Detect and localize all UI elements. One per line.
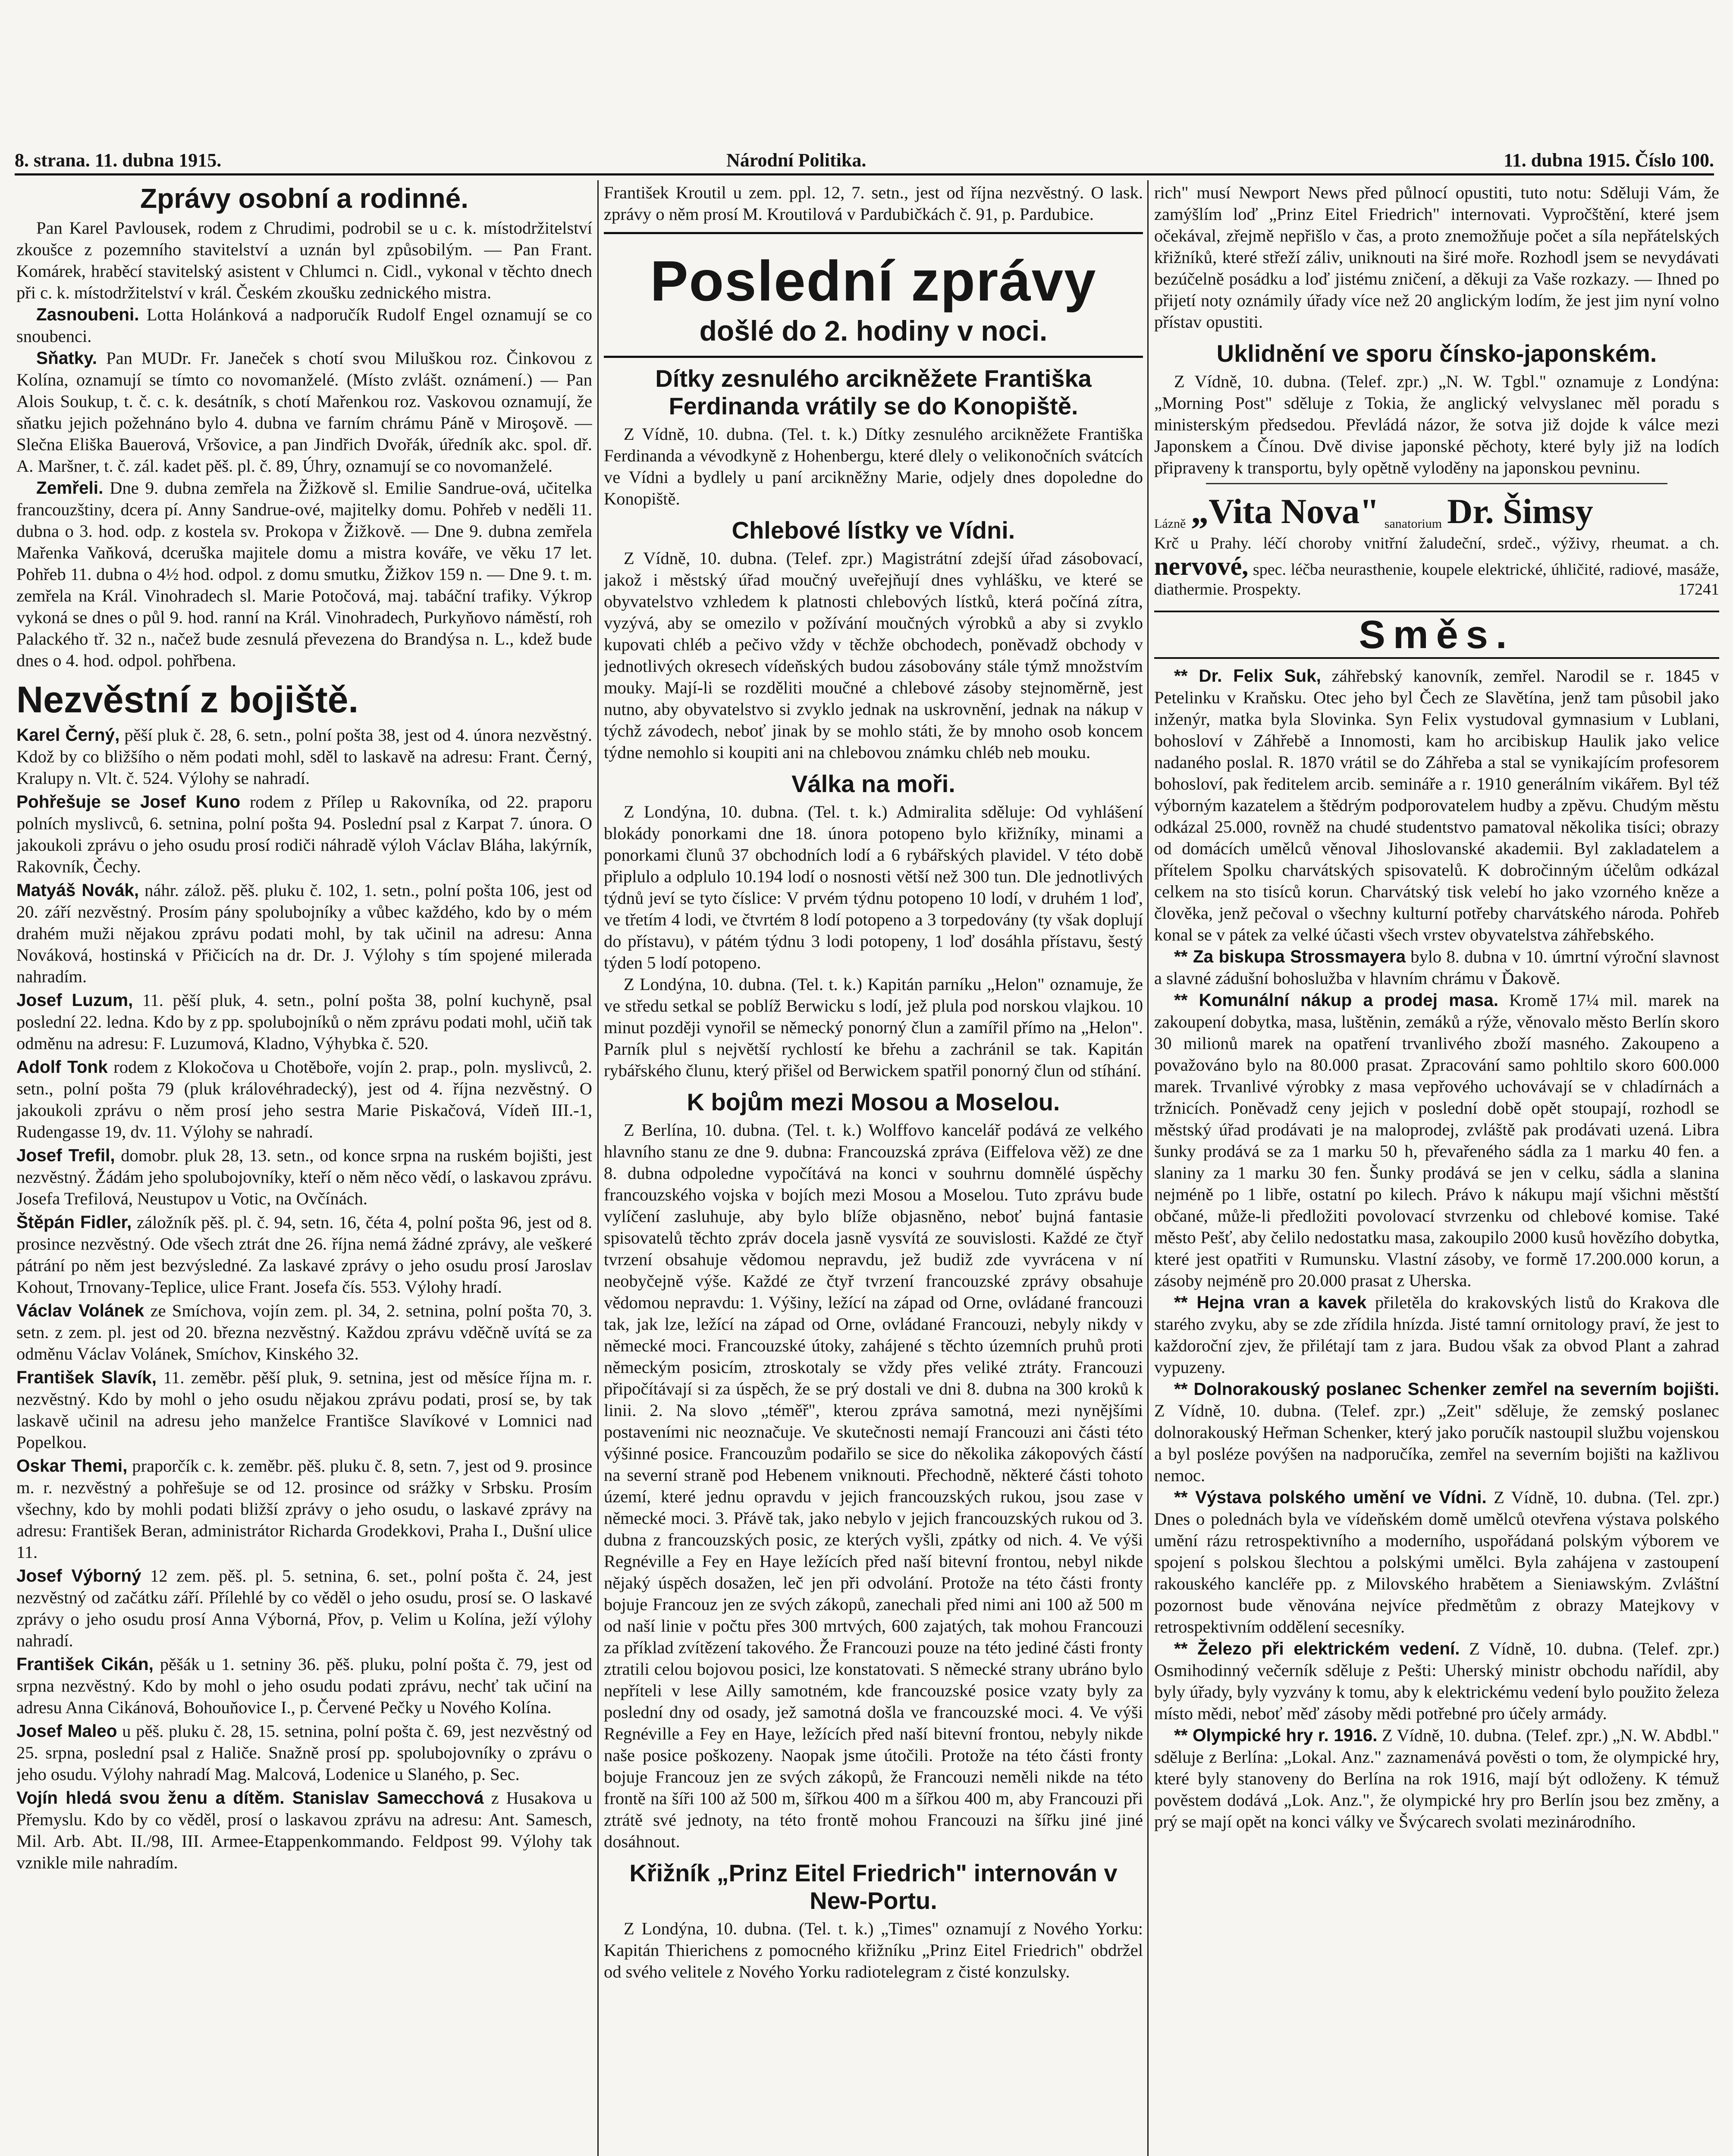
ad-doctor: Dr. Šimsy	[1447, 492, 1593, 531]
misc-item-title: ** Hejna vran a kavek	[1174, 1292, 1367, 1312]
headline: Chlebové lístky ve Vídni.	[732, 517, 1015, 544]
ad-line: Krč u Prahy. léčí choroby vnitřní žaludeční, srdeč., výživy, rheumat. a ch.	[1154, 534, 1719, 552]
misc-list	[1154, 665, 1719, 1833]
missing-text: domobr. pluk 28, 13. setn., od konce srpna na ruském bojišti, jest nezvěstný. Žádám jeho spolubojovníky, kteří o něm něco vědí, o laskavou zprávu. Josefa Trefilová, Neustupov u Votic, na Ovčínách.	[16, 1146, 592, 1208]
missing-text: rodem z Klokočova u Chotěboře, vojín 2. prap., poln. myslivců, 2. setn., polní pošta 79 (pluk královéhradecký), jest od 4. října nezvěstný. O jakoukoli zprávu o něm prosí jeho sestra Marie Piskačová, Vídeň III.-1, Rudengasse 19, dv. 11. Výlohy se nahradí.	[16, 1057, 592, 1141]
misc-item-text: Kromě 17¼ mil. marek na zakoupení dobytka, masa, luštěnin, zemáků a rýže, věnovalo město Berlín skoro 30 milionů marek na opatření trvanlivého zboží masného. Zakoupeno a považováno bylo na 80.000 prasat. Zpracování samo pohltilo skoro 600.000 marek. Trvanlivé výrobky z masa vepřového uchovávají se v chladírnách a tržnicích. Poněvadž ceny jejich v poslední době opět stoupají, rozhodl se městský úřad prodávati je na maloprodej, zvláště pak prodávati uzená. Libra šunky prodává se za 1 marku 50 h, převařeného sádla za 1 marku 40 fen. a slaniny za 1 marku 30 fen. Šunky prodává se jen v celku, sádla a slanina nejméně po 1 libře, ostatní po kilech. Právo k nákupu mají všichni městští občané, může-li předložiti povolovací stvrzenku od chlebové komise. Také město Pešť, aby čelilo nedostatku masa, zakoupilo 2000 kusů hovězího dobytka, které jest opatřiti v Rumunsku. Vlastní zásoby, ve formě 17.200.000 korun, a zásoby nejméně pro 20.000 prasat z Uherska.	[1154, 990, 1719, 1290]
misc-item-title: ** Dolnorakouský poslanec Schenker zemřel na severním bojišti.	[1174, 1379, 1719, 1399]
column-middle	[604, 180, 1143, 2156]
missing-name: František Cikán,	[16, 1654, 154, 1674]
missing-item	[16, 724, 592, 789]
missing-name: František Slavík,	[16, 1367, 157, 1387]
ad-sanatorium: sanatorium	[1384, 517, 1442, 531]
missing-name: Josef Maleo	[16, 1721, 117, 1741]
section-title-misc: Směs.	[1154, 611, 1719, 659]
notice-text: Lotta Holánková a nadporučík Rudolf Engel oznamují se co snoubenci.	[16, 305, 592, 346]
missing-text: 11. pěší pluk, 4. setn., polní pošta 38, polní kuchyně, psal poslední 22. ledna. Kdo by z pp. spolubojníků o něm zprávu podati mohl, učiň tak odměnu na adresu: F. Luzumová, Kladno, Výhybka č. 520.	[16, 990, 592, 1053]
article-text: Z Vídně, 10. dubna. (Telef. zpr.) „N. W. Tgbl." oznamuje z Londýna: „Morning Post" sděluje z Tokia, že anglický velvyslanec měl poradu s ministerským předsedou. Převládá názor, že sotva již dojde k válce mezi Japonskem a Čínou. Dvě divise japonské pěchoty, které byly již na lodích připraveny k transportu, byly opětně vyloděny na japonskou pevninu.	[1154, 372, 1719, 477]
missing-text: praporčík c. k. zeměbr. pěš. pluku č. 8, setn. 7, jest od 9. prosince m. r. nezvěstný a pohřešuje se od 12. prosince od srážky v Srbsku. Prosím všechny, kdo by mohli podati bližší zprávy o jeho osudu, o laskavé zprávy na adresu: František Beran, administrátor Richarda Grodekkovi, Praha I., Dušní ulice 11.	[16, 1456, 592, 1562]
article-text: Z Vídně, 10. dubna. (Tel. t. k.) Dítky zesnulého arcikněžete Františka Ferdinanda a vévodkyně z Hohenbergu, které dlely o velikonočních svátcích ve Vídni a bydlely u paní arcikněžny Marie, odjely dnes dopoledne do Konopiště.	[604, 424, 1143, 508]
page-date-right: 11. dubna 1915. Číslo 100.	[1504, 150, 1714, 171]
misc-item-text: Z Vídně, 10. dubna. (Telef. zpr.) „Zeit" sděluje, že zemský poslanec dolnorakouský Heřman Schenker, který jako poručík nastoupil službu vojenskou a byl posléze povýšen na nadporučíka, zemřel na severním bojišti na kažlivou nemoc.	[1154, 1401, 1719, 1485]
section-title-personal: Zprávy osobní a rodinné.	[140, 183, 468, 214]
ad-text	[1154, 533, 1719, 599]
headline: Křižník „Prinz Eitel Friedrich" internován v New-Portu.	[629, 1859, 1118, 1914]
section-title-missing: Nezvěstní z bojiště.	[16, 679, 359, 721]
missing-item	[16, 791, 592, 877]
misc-item	[1154, 946, 1719, 989]
notice-death	[16, 477, 592, 671]
missing-text: 12 zem. pěš. pl. 5. setnina, 6. set., polní pošta č. 24, jest nezvěstný od začátku září. Přílehlé by co věděl o jeho osudu, prosí se. O laskavé zprávy o jeho osudu prosí Anna Výborná, Přov, p. Velim u Kolína, ježí výlohy nahradí.	[16, 1566, 592, 1650]
missing-name: Václav Volánek	[16, 1300, 144, 1320]
headline: Dítky zesnulého arcikněžete Františka Ferdinanda vrátily se do Konopiště.	[655, 365, 1092, 420]
missing-text: záložník pěš. pl. č. 94, setn. 16, čéta 4, polní pošta 96, jest od 8. prosince nezvěstný. Ode všech ztrát dne 26. října nemá žádné zprávy, ale veškeré pátrání po něm jest bezvýsledné. Za laskavé zprávy o jeho osudu prosí Jaroslav Kohout, Trnovany-Teplice, ulice Frant. Josefa čís. 553. Výlohy hradí.	[16, 1213, 592, 1297]
misc-item-title: ** Komunální nákup a prodej masa.	[1174, 990, 1498, 1010]
article-text: Z Berlína, 10. dubna. (Tel. t. k.) Wolffovo kancelář podává ze velkého hlavního stanu ze dne 9. dubna: Francouzská zpráva (Eiffelova věž) ze dne 8. dubna odpoledne vypočítává na konci v souhrnu domnělé úspěchy francouzského vojska v bojích mezi Mosou a Moselou. Tuto zprávu bude vylíčení zasluhuje, aby bylo blíže objasněno, neboť bujná fantasie spisovatelů těchto zpráv docela jasně vysvítá ze souvislosti. Každé ze čtyř tvrzení obsahuje vědomou nepravdu, jež budiž zde vyvrácena v ní neobyčejně výše. Každé ze čtyř tvrzení francouzské zprávy obsahuje vědomou nepravdu: 1. Výšiny, ležící na západ od Orne, ovládané francouzi tak, jak lze, ležící na západ od Orne, ovládané Francouzi, nebyly nikdy v německé moci. Francouzské útoky, zahájené s těchto územních pruhů proti německým posicím, ztroskotaly se vždy přes veliké ztráty. Francouzi připočítávají si za úspěch, že se prý dostali ve dni 8. dubna na 300 kroků k linii. 2. Na slovo „téměř", kterou zpráva samotná, mezi nynějšími postaveními nic neoznačuje. Ve skutečnosti nemají Francouzi ani části této výšinné posice. Francouzům podařilo se sice do několika zákopových částí na severní straně pod Hebenem vniknouti. Přechodně, některé části tohoto území, které jednu opravdu v jejich francouzských rukou, jsou zase v německé moci. 3. Přávě tak, jako nebylo v jejich francouzských rukou od 3. dubna z francouzských posic, ze kterých vyšli, zpátky od nich. 4. Ve výši Regnéville a Fey en Haye ležících před naší bitevní frontou, nebyl nikde nějaký úspěch dosažen, leč jen při odvolání. Protože na této části fronty bojuje Francouz jen ze svých zákopů, zanechali před nimi ani 100 až 500 m od naší linie v počtu přes 300 mrtvých, 600 zajatých, tak mohou Francouzi za příklad zvítězení takového. Že Francouzi pouze na této jediné části fronty ztratili celou bojovou posici, lze konstatovati. S německé strany ubráno bylo nepříteli v lese Ailly samotném, kde francouzské posice vzaty byly za poslední dny od osady, jež samotná došla ve francouzské moci. 4. Ve výši Regnéville a Fey en Haye, ležících před naší bitevní frontou, nebyly nikde naše posice poškozeny. Naopak jsme útočili. Protože na této části fronty bojuje Francouz jen ze svých zákopů, že Francouzi neměli nikde na této frontě na šíři 100 až 500 m, šířkou 400 m a šířkou 400 m, aby Francouzi při ztrátě své jednoty, na této frontě mohou Francouzi na šířku jiné jiné dosáhnout.	[604, 1120, 1143, 1851]
article-text: Z Londýna, 10. dubna. (Tel. t. k.) Admiralita sděluje: Od vyhlášení blokády ponorkami dne 18. února potopeno bylo křižníky, minami a ponorkami člunů 37 obchodních lodí a 6 rybářských plavidel. V této době připlulo a odplulo 10.194 lodí o nosnosti větší než 300 tun. Dle jednotlivých týdnů jeví se tyto číslice: V prvém týdnu potopeno 10 lodí, v druhém 1 loď, ve třetím 4 lodi, ve čtvrtém 8 lodí potopeno a 3 torpedovány (ty však doplují do přístavu), v pátém týdnu 3 lodi potopeny, 1 loď dosáhla přístavu, šestý týden 5 lodí potopeno.	[604, 802, 1143, 972]
misc-item-text: Z Vídně, 10. dubna. (Telef. zpr.) „N. W. Abdbl." sděluje z Berlína: „Lokal. Anz." zaznamenává pověsti o tom, že olympické hry, které byly stanoveny do Berlína na rok 1916, mají být odloženy. K témuž pověstem dodává „Lok. Anz.", že olympické hry pro Berlín jsou bez změny, a prý se mají opět na konci války ve Švýcarech svolati mezinárodního.	[1154, 1726, 1719, 1831]
article-text: Z Londýna, 10. dubna. (Tel. t. k.) „Times" oznamují z Nového Yorku: Kapitán Thierichens z pomocného křižníku „Prinz Eitel Friedrich" obdržel od svého velitele z Nového Yorku radiotelegram z čisté konzulsky.	[604, 1919, 1143, 1981]
advertisement	[1154, 492, 1719, 599]
misc-item-text: přiletěla do krakovských listů do Krakova dle starého zvyku, aby se zde zřídila hnízda. Jisté tamní ornitology praví, že jest to každoroční zjev, že přilétají tam z jara. Budou však za obvod Plant a zahrad vypuzeny.	[1154, 1293, 1719, 1377]
ad-prefix: Lázně	[1154, 517, 1186, 531]
misc-item-title: ** Výstava polského umění ve Vídni.	[1174, 1487, 1487, 1507]
misc-item-text: Z Vídně, 10. dubna. (Telef. zpr.) Osmihodinný večerník sděluje z Pešti: Uherský ministr obchodu nařídil, aby byly úřady, byly vyzvány k tomu, aby k elektrickému vedení bylo použito železa místo mědi, neboť měď zásoby mědi potřebné pro účely armády.	[1154, 1639, 1719, 1723]
article-text: Z Vídně, 10. dubna. (Telef. zpr.) Magistrátní zdejší úřad zásobovací, jakož i městský úřad moučný uveřejňují dnes vyhlášku, ve které se obyvatelstvo vzhledem k platnosti chlebových lístků, která počíná zítra, vyzývá, aby se omezilo v požívání moučných výrobků a aby si zvyklo kupovati chléb a pečivo vždy v těchže obchodech, poněvadž obchody v jednotlivých okresech vídeňských budou zásobovány stále týmž množstvím mouky. Mají-li se rozděliti moučné a chlebové zásoby stejnoměrně, jest nutno, aby obyvatelstvo si zvyklo jednak na uskrovnění, jednak na nákup v týchž závodech, neboť jinak by se mohlo státi, že by mnoho osob koncem týdne nemohlo si koupiti ani na chlebovou známku chléb neb mouku.	[604, 548, 1143, 762]
missing-name: Oskar Themi,	[16, 1456, 128, 1476]
missing-text: náhr. zálož. pěš. pluku č. 102, 1. setn., polní pošta 106, jest od 20. září nezvěstný. Prosím pány spolubojníky a vůbec každého, kdo by o mém drahém muži nějakou zprávu podati mohl, by tak učinil na adresu: Anna Nováková, hostinská v Přičicích na dr. Dr. J. Výlohy s tím spojené milerada nahradím.	[16, 881, 592, 986]
notice-label: Zemřeli.	[36, 478, 104, 498]
missing-notice: František Kroutil u zem. ppl. 12, 7. setn., jest od října nezvěstný. O lask. zprávy o něm prosí M. Kroutilová v Pardubičkách č. 91, p. Pardubice.	[604, 183, 1143, 224]
misc-item-text: bylo 8. dubna v 10. úmrtní výroční slavnost a slavné zádušní bohoslužba v hlavním chrámu v Ďakově.	[1154, 947, 1719, 988]
ad-header	[1154, 492, 1719, 531]
misc-item	[1154, 1638, 1719, 1724]
ad-line: spec. léčba neurasthenie, koupele elektrické, úhličité, radiové, masáže, diathermie. Prospekty.	[1154, 561, 1719, 599]
article-text: Z Londýna, 10. dubna. (Tel. t. k.) Kapitán parníku „Helon" oznamuje, že ve středu setkal se poblíž Berwicku s lodí, jež plula pod norskou vlajkou. 10 minut později vynořil se německý ponorný člun a zamířil přímo na „Helon". Parník plul s největší rychlostí ke břehu a zachránil se tak. Kapitán rybářského člunu, který přišel od Berwickem spatřil ponorný člun od stíhání.	[604, 975, 1143, 1080]
misc-item	[1154, 1378, 1719, 1486]
missing-text: ze Smíchova, vojín zem. pl. 34, 2. setnina, polní pošta 70, 3. setn. z zem. pl. jest od 20. března nezvěstný. Každou zprávu vděčně uvítá se za odměnu Václav Volánek, Smíchov, Kinského 32.	[16, 1301, 592, 1363]
misc-item-text: Z Vídně, 10. dubna. (Tel. zpr.) Dnes o polednách byla ve vídeňském domě umělců otevřena výstava polského umění rázu retrospektivního a moderního, uspořádaná polským výborem ve spojení s polskou šlechtou a polskými umělci. Byla zahájena v zastoupení rakouského kancléře pp. z Milovského hrabětem a Sieniawským. Zvláštní pozornost bude věnována nejvíce předmětům z obrazy Matejkovy v retrospektivním oddělení secesníky.	[1154, 1488, 1719, 1636]
missing-text: pěšák u 1. setniny 36. pěš. pluku, polní pošta č. 79, jest od srpna nezvěstný. Kdo by mohl o jeho osudu podati zprávu, nechť tak učiní na adresu Anna Cikánová, Bohouňovice I., p. Červené Pečky u Nového Kolína.	[16, 1655, 592, 1717]
missing-name: Josef Trefil,	[16, 1145, 115, 1165]
notice-label: Sňatky.	[36, 348, 97, 368]
column-rule	[597, 180, 599, 2156]
latest-news-banner	[604, 249, 1143, 348]
missing-name: Josef Luzum,	[16, 990, 133, 1010]
missing-text: 11. zeměbr. pěší pluk, 9. setnina, jest od měsíce října m. r. nezvěstný. Kdo by mohl o jeho osudu nějakou zprávu podati, prosí se, by tak laskavě učinil na adresu jeho manželce Františce Slavíkové v Lomnici nad Popelkou.	[16, 1368, 592, 1452]
missing-name: Josef Výborný	[16, 1566, 141, 1586]
missing-item	[16, 1565, 592, 1651]
misc-item-text: záhřebský kanovník, zemřel. Narodil se r. 1845 v Petelinku v Kraňsku. Otec jeho byl Čech ze Slavětína, jenž tam působil jako inženýr, matka byla Slovinka. Syn Felix vystudoval gymnasium v Lublani, bohosloví v Záhřebě a Innomosti, kam ho arcibiskup Haulik jako velice nadaného poslal. R. 1870 vrátil se do Záhřeba a stal se vynikajícím profesorem bohosloví, pak ředitelem arcib. semináře a r. 1910 generálním vikářem. Byl též výborným kazatelem a štědrým podporovatelem hudby a zpěvu. Chudým městu odkázal 25.000, rovněž na chudé studentstvo pamatoval několika tisíci; obrazy od domácích umělců věnoval Jihoslovanské akademii. Byl zakladatelem a přítelem Spolku charvátských spisovatelů. K dobročinným účelům odkázal celkem na sto tisíců korun. Charvátský tisk velebí ho jako vzorného kněze a člověka, jenž pečoval o všechny kulturní potřeby charvátského národa. Pohřeb konal se v pátek za velké účasti všech vrstev obyvatelstva záhřebského.	[1154, 666, 1719, 944]
misc-item-title: ** Olympické hry r. 1916.	[1174, 1725, 1378, 1745]
headline: Válka na moři.	[791, 770, 955, 797]
missing-item	[16, 1300, 592, 1365]
misc-item	[1154, 1724, 1719, 1833]
page-header	[15, 146, 1714, 175]
missing-name: Adolf Tonk	[16, 1057, 108, 1077]
missing-item	[16, 879, 592, 987]
notice-engagement	[16, 304, 592, 347]
headline: Uklidnění ve sporu čínsko-japonském.	[1216, 340, 1657, 367]
ad-name: „Vita Nova"	[1191, 492, 1379, 531]
missing-text: u pěš. pluku č. 28, 15. setnina, polní pošta č. 69, jest nezvěstný od 25. srpna, poslední psal z Haliče. Snažně prosí pp. spolubojovníky o zprávu o jeho osudu. Výlohy nahradí Mag. Malcová, Lodenice u Slaného, p. Sec.	[16, 1721, 592, 1784]
misc-item-title: ** Dr. Felix Suk,	[1174, 666, 1321, 686]
missing-name: Vojín hledá svou ženu a dítěm. Stanislav Samecchová	[16, 1788, 484, 1808]
missing-name: Karel Černý,	[16, 725, 120, 745]
missing-item	[16, 1366, 592, 1453]
missing-list	[16, 724, 592, 1874]
headline: K bojům mezi Mosou a Moselou.	[687, 1088, 1060, 1116]
ad-emphasis: nervové,	[1154, 552, 1249, 580]
misc-item-title: ** Za biskupa Strossmayera	[1174, 946, 1406, 966]
missing-item	[16, 1720, 592, 1785]
masthead: Národní Politika.	[726, 150, 866, 171]
column-right	[1154, 180, 1719, 2156]
notice-text: Dne 9. dubna zemřela na Žižkově sl. Emilie Sandrue-ová, učitelka francouzštiny, dcera pí. Anny Sandrue-ové, majitelky domu. Pohřeb v neděli 11. dubna o 3. hod. odp. z kostela sv. Prokopa v Žižkově. — Dne 9. dubna zemřela Mařenka Vaňková, dceruška majitele domu a mistra kováře, ve věku 17 let. Pohřeb 11. dubna o 4½ hod. odpol. z domu smutku, Žižkov 159 n. — Dne 9. t. m. zemřela na Král. Vinohradech sl. Marie Potočová, maj. tabáční trafiky. Výkrop vykoná se dnes o půl 9. hod. ranní na Král. Vinohradech, Purkyňovo náměstí, roh Palackého tř. 32 n., načež bude zesnulá převezena do Brandýsa n. L., kdež bude dnes o 4. hod. odpol. pohřbena.	[16, 478, 592, 670]
misc-item	[1154, 665, 1719, 946]
notice-text: Pan MUDr. Fr. Janeček s chotí svou Miluškou roz. Činkovou z Kolína, oznamují se tímto co novomanželé. (Místo zvlášt. oznámení.) — Pan Alois Soukup, t. č. c. k. desátník, s chotí Mařenkou roz. Vaskovou oznamují, že sňatku jejich požehnáno bylo 4. dubna ve farním chrámu Páně v Miroşově. — Slečna Eliška Bauerová, Vršovice, a pan Jindřich Dvořák, úředník akc. spol. dř. A. Maršner, t. č. zál. kadet pěš. pl. č. 89, Úhry, oznamují se co novomanželé.	[16, 348, 592, 476]
missing-text: pěší pluk č. 28, 6. setn., polní pošta 38, jest od 4. února nezvěstný. Kdož by co bližšího o něm podati mohl, sděl to laskavě na adresu: Frant. Černý, Kralupy n. Vlt. č. 524. Výlohy se nahradí.	[16, 725, 592, 788]
misc-item	[1154, 989, 1719, 1291]
missing-item	[16, 1653, 592, 1718]
misc-item	[1154, 1486, 1719, 1638]
missing-item	[16, 1787, 592, 1874]
misc-item-title: ** Železo při elektrickém vedení.	[1174, 1639, 1460, 1658]
missing-name: Štěpán Fidler,	[16, 1212, 132, 1232]
missing-name: Pohřešuje se Josef Kuno	[16, 792, 241, 812]
divider	[1206, 483, 1667, 484]
divider	[604, 232, 1143, 234]
banner-title: Poslední zprávy	[650, 249, 1097, 313]
missing-text: z Husakova u Přemyslu. Kdo by co věděl, prosí o laskavou zprávu na adresu: Ant. Samesch, Mil. Arb. Abt. II./98, III. Armee-Etappenkommando. Feldpost 99. Výlohy tak vznikle mile nahradím.	[16, 1788, 592, 1872]
missing-text: rodem z Přílep u Rakovníka, od 22. praporu polních myslivců, 6. setnina, polní pošta 94. Poslední psal z Karpat 7. února. O jakoukoli zprávu o jeho osudu prosí rodiči náhradě výloh Václav Bláha, lakýrník, Rakovník, Čechy.	[16, 792, 592, 876]
column-rule	[1147, 180, 1149, 2156]
page-date-left: 8. strana. 11. dubna 1915.	[15, 150, 222, 171]
missing-item	[16, 1455, 592, 1563]
notice-label: Zasnoubeni.	[36, 304, 139, 324]
missing-item	[16, 989, 592, 1054]
ad-number: 17241	[1678, 580, 1719, 599]
missing-item	[16, 1056, 592, 1143]
notice-wedding	[16, 347, 592, 477]
column-left	[16, 180, 592, 2156]
article-continuation: rich" musí Newport News před půlnocí opustiti, tuto notu: Sděluji Vám, že zamýšlím loď „Prinz Eitel Friedrich" internovati. Vypročštění, které jsem očekával, zřejmě nepřišlo v čas, a proto znemožňuje počet a síla nepřátelských křižníků, které střeží záliv, uniknouti na širé moře. Rozhodl jsem se nevydávati bezúčelně posádku a loď jistému zničení, a děkuji za Vaše rozkazy. — Ihned po přijetí noty oznámily úřady více než 20 anglickým lodím, že jest jim nyní volno přístav opustiti.	[1154, 183, 1719, 332]
missing-name: Matyáš Novák,	[16, 880, 139, 900]
misc-item	[1154, 1291, 1719, 1378]
banner-subtitle: došlé do 2. hodiny v noci.	[699, 315, 1048, 347]
article-text: Pan Karel Pavlousek, rodem z Chrudimi, podrobil se u c. k. místodržitelství zkoušce z pozemního stavitelství a uznán byl způsobilým. — Pan Frant. Komárek, hraběcí stavitelský asistent v Chlumci n. Cidl., vykonal v těchto dnech při c. k. místodržitelství v král. Českém zkoušku zednického mistra.	[16, 218, 592, 302]
missing-item	[16, 1211, 592, 1298]
missing-item	[16, 1144, 592, 1210]
divider	[604, 356, 1143, 358]
